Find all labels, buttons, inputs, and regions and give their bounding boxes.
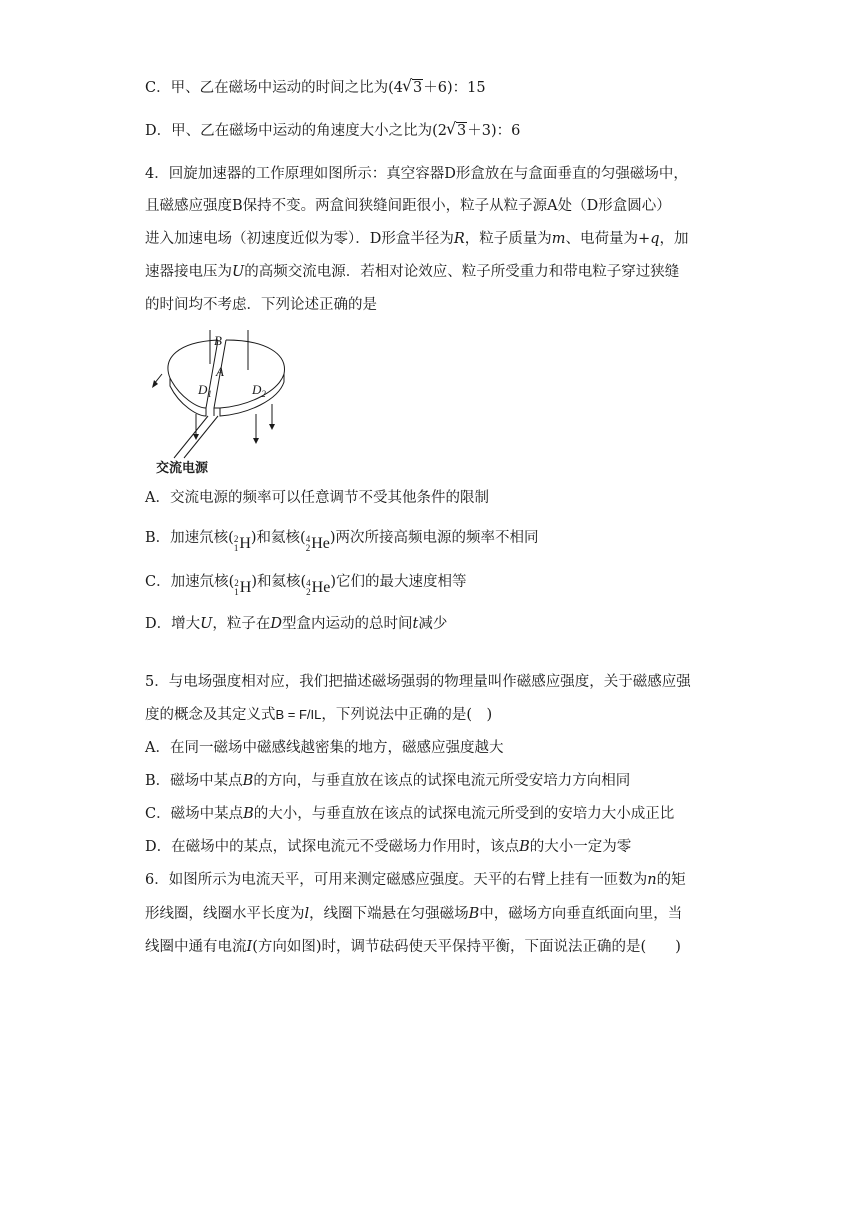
label-b: B [214, 333, 222, 348]
sqrt-symbol: √ 3 [403, 78, 423, 98]
q4-stem-line-4: 速器接电压为U的高频交流电源．若相对论效应、粒子所受重力和带电粒子穿过狭缝 [145, 264, 680, 280]
definition-formula: B = F/IL [275, 707, 322, 722]
q6-stem-line-1: 6．如图所示为电流天平，可用来测定磁感应强度。天平的右臂上挂有一匝数为n的矩 [145, 872, 686, 888]
q6-stem-line-3: 线圈中通有电流I(方向如图)时，调节砝码使天平保持平衡，下面说法正确的是( ) [145, 939, 681, 955]
q4-stem-line-5: 的时间均不考虑．下列论述正确的是 [145, 297, 377, 313]
q6-stem-line-2: 形线圈，线圈水平长度为l，线圈下端悬在匀强磁场B中，磁场方向垂直纸面向里，当 [145, 906, 683, 922]
q5-stem-line-1: 5．与电场强度相对应，我们把描述磁场强弱的物理量叫作磁感应强度，关于磁感应强 [145, 674, 691, 690]
figure-caption: 交流电源 [156, 461, 209, 474]
q4-stem-line-3: 进入加速电场（初速度近似为零）．D形盒半径为R，粒子质量为m、电荷量为+q，加 [145, 231, 689, 247]
q4-stem-line-1: 4．回旋加速器的工作原理如图所示：真空容器D形盒放在与盒面垂直的匀强磁场中， [145, 166, 688, 182]
q5-stem-line-2: 度的概念及其定义式B = F/IL，下列说法中正确的是( ) [145, 707, 493, 723]
cyclotron-figure [148, 330, 308, 474]
arrow-down-icon [193, 434, 199, 440]
nuclide-h: 2 1 H [233, 534, 251, 553]
d2-shell [220, 340, 284, 416]
q5-option-c: C．磁场中某点B的大小，与垂直放在该点的试探电流元所受到的安培力大小成正比 [145, 806, 675, 822]
q4-option-c: C．加速氘核( 2 1 H )和氦核( 4 2 He )它们的最大速度相等 [145, 574, 467, 597]
label-a: A [216, 364, 224, 379]
q5-option-d: D．在磁场中的某点，试探电流元不受磁场力作用时，该点B的大小一定为零 [145, 839, 632, 855]
sqrt-symbol: √ 3 [447, 121, 467, 141]
label-d2: $D_2$ [252, 382, 266, 399]
arrow-down-icon [253, 438, 259, 444]
arrow-down-icon [269, 424, 275, 430]
arrow-icon [152, 380, 158, 388]
q3-option-c: C．甲、乙在磁场中运动的时间之比为(4√ 3＋6)：15 [145, 78, 486, 98]
q5-option-b: B．磁场中某点B的方向，与垂直放在该点的试探电流元所受安培力方向相同 [145, 773, 631, 789]
q5-option-a: A．在同一磁场中磁感线越密集的地方，磁感应强度越大 [145, 740, 504, 756]
q3-option-d: D．甲、乙在磁场中运动的角速度大小之比为(2√ 3＋3)：6 [145, 121, 520, 141]
q4-option-d: D．增大U，粒子在D型盒内运动的总时间t减少 [145, 616, 448, 632]
nuclide-he: 4 2 He [305, 534, 330, 553]
q4-stem-line-2: 且磁感应强度B保持不变。两盒间狭缝间距很小，粒子从粒子源A处（D形盒圆心） [145, 198, 671, 214]
q4-option-b: B．加速氘核( 2 1 H )和氦核( 4 2 He )两次所接高频电源的频率不相同 [145, 530, 539, 553]
q4-option-a: A．交流电源的频率可以任意调节不受其他条件的限制 [145, 490, 489, 506]
nuclide-he: 4 2 He [306, 578, 331, 597]
label-d1: $D_1$ [198, 382, 212, 399]
nuclide-h: 2 1 H [234, 578, 252, 597]
